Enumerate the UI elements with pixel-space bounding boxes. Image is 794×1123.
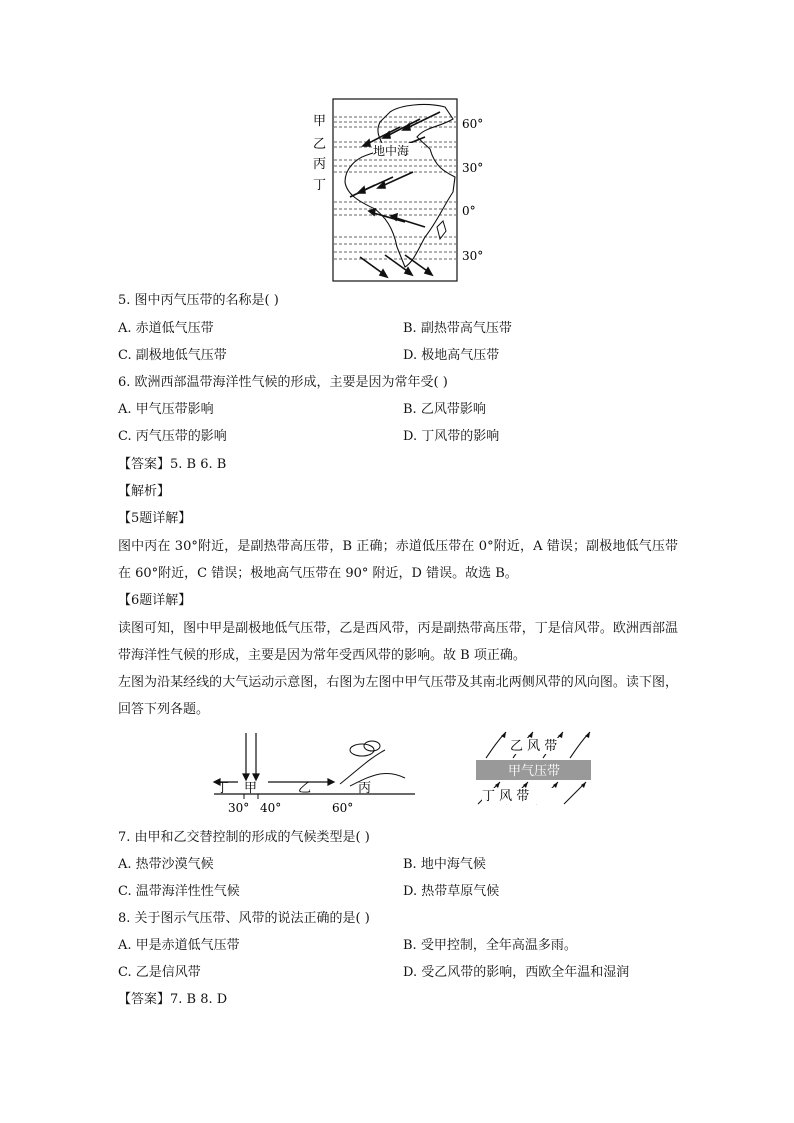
q5-option-c: C. 副极地低气压带	[118, 348, 227, 363]
wind-bottom-label: 丁 风 带	[482, 789, 530, 804]
q7-option-c: C. 温带海洋性性气候	[118, 884, 240, 899]
pressure-belt-label: 甲气压带	[508, 764, 561, 779]
motion-label-yi: 乙	[298, 781, 312, 796]
q5-option-b: B. 副热带高气压带	[403, 321, 512, 336]
q5-stem: 5. 图中丙气压带的名称是( )	[118, 293, 279, 308]
q6-option-d: D. 丁风带的影响	[403, 429, 500, 444]
map-label-bing: 丙	[313, 157, 327, 172]
answer-7-8: 【答案】7. B 8. D	[118, 992, 228, 1007]
tick-30: 30°	[228, 801, 250, 815]
q6-option-b: B. 乙风带影响	[403, 402, 486, 417]
figure-atmospheric-motion	[210, 728, 420, 820]
map-label-jia: 甲	[313, 114, 327, 129]
q5-option-d: D. 极地高气压带	[403, 348, 500, 363]
sea-label: 地中海	[373, 144, 410, 158]
answer-5-6: 【答案】5. B 6. B	[118, 457, 227, 472]
q6-stem: 6. 欧洲西部温带海洋性气候的形成，主要是因为常年受( )	[118, 375, 448, 390]
q6-option-c: C. 丙气压带的影响	[118, 429, 227, 444]
map-svg	[305, 97, 495, 285]
intro-text: 左图为沿某经线的大气运动示意图，右图为左图中甲气压带及其南北两侧风带的风向图。读下图，回答下列各题。	[118, 675, 678, 717]
wind-top-label: 乙 风 带	[510, 739, 558, 754]
detail6-label: 【6题详解】	[118, 593, 192, 608]
lat-30n: 30°	[462, 161, 484, 175]
map-label-yi: 乙	[313, 137, 327, 152]
lat-0: 0°	[462, 204, 476, 218]
map-label-ding: 丁	[313, 178, 327, 193]
q6-option-a: A. 甲气压带影响	[118, 402, 214, 417]
detail5-label: 【5题详解】	[118, 511, 192, 526]
q7-option-b: B. 地中海气候	[403, 857, 486, 872]
motion-label-bing: 丙	[358, 781, 372, 796]
q7-option-a: A. 热带沙漠气候	[118, 857, 214, 872]
q8-option-d: D. 受乙风带的影响，西欧全年温和湿润	[403, 965, 630, 980]
lat-30s: 30°	[462, 249, 484, 263]
q8-stem: 8. 关于图示气压带、风带的说法正确的是( )	[118, 911, 370, 926]
tick-40: 40°	[260, 801, 282, 815]
lat-60: 60°	[462, 117, 484, 131]
wind-svg	[468, 728, 598, 808]
tick-60: 60°	[332, 801, 354, 815]
q8-option-c: C. 乙是信风带	[118, 965, 201, 980]
q8-option-a: A. 甲是赤道低气压带	[118, 938, 240, 953]
q7-stem: 7. 由甲和乙交替控制的形成的气候类型是( )	[118, 830, 370, 845]
motion-label-jia: 甲	[244, 781, 258, 796]
q8-option-b: B. 受甲控制，全年高温多雨。	[403, 938, 577, 953]
motion-svg	[210, 728, 420, 820]
q5-option-a: A. 赤道低气压带	[118, 321, 214, 336]
detail6-text: 读图可知，图中甲是副极地低气压带，乙是西风带，丙是副热带高压带，丁是信风带。欧洲西部温带海洋性气候的形成，主要是因为常年受西风带的影响。故 B 项正确。	[118, 621, 678, 663]
figure-wind-direction	[468, 728, 598, 808]
analysis-label: 【解析】	[118, 484, 171, 499]
motion-label-ding: 丁	[216, 781, 230, 796]
detail5-text: 图中丙在 30°附近，是副热带高压带，B 正确；赤道低压带在 0°附近，A 错误；副极地低气压带在 60°附近，C 错误；极地高气压带在 90° 附近，D 错误。故选 B。	[118, 539, 678, 581]
q7-option-d: D. 热带草原气候	[403, 884, 500, 899]
figure-pressure-belt-map	[305, 97, 495, 285]
